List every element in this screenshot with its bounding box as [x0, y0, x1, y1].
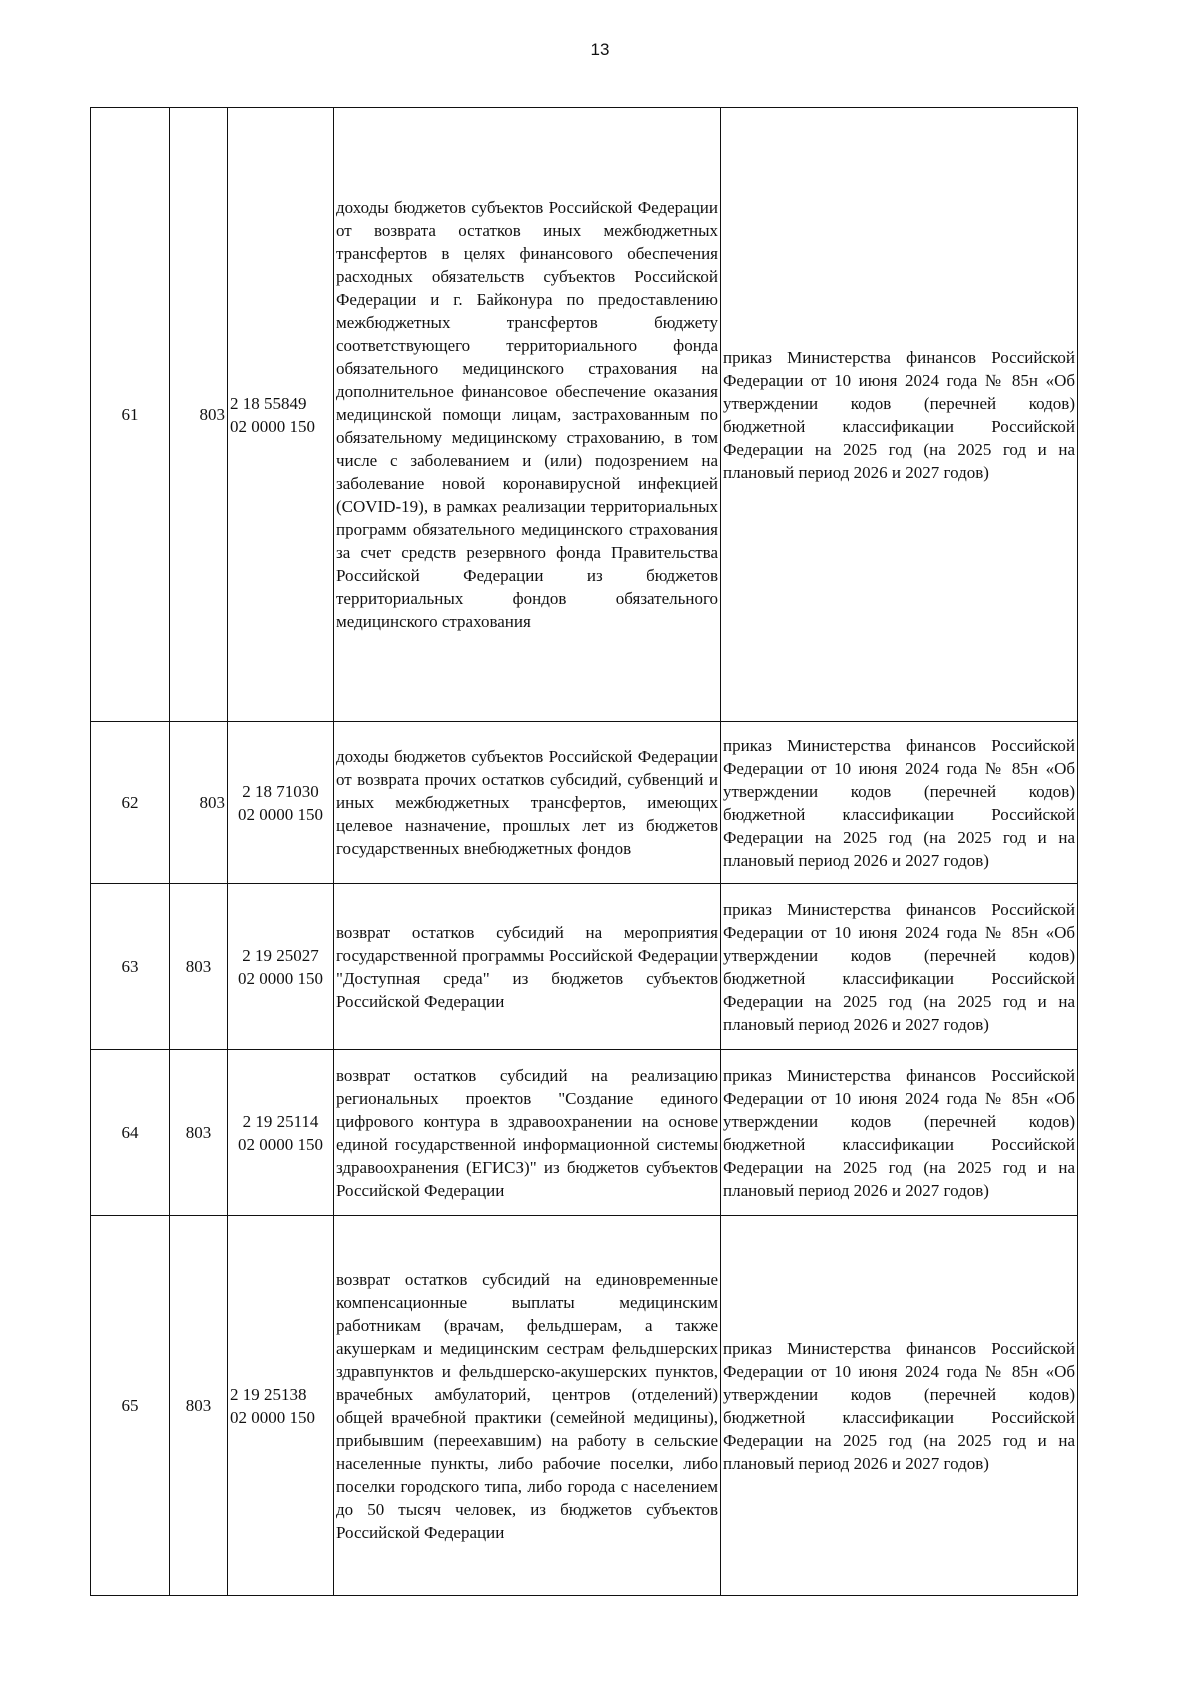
- legal-basis: приказ Министерства финансов Российской Федерации от 10 июня 2024 года № 85н «Об утверждении кодов (перечней кодов) бюджетной классификации Российской Федерации на 2025 год (на 2025 год и на плановый период 2026 и 2027 годов): [721, 1050, 1078, 1216]
- row-number: 65: [91, 1216, 170, 1596]
- administrator-code: 803: [170, 108, 228, 722]
- table-row: [91, 1050, 1078, 1216]
- budget-code: [228, 1050, 334, 1216]
- administrator-code: 803: [170, 1216, 228, 1596]
- budget-code: [228, 1216, 334, 1596]
- budget-code: [228, 884, 334, 1050]
- row-number: 61: [91, 108, 170, 722]
- budget-code-part-2: 02 0000 150: [230, 1407, 315, 1427]
- budget-code-part-1: 2 19 25027: [242, 945, 319, 965]
- budget-code-part-2: 02 0000 150: [238, 1134, 323, 1154]
- administrator-code: 803: [170, 722, 228, 884]
- row-number: 63: [91, 884, 170, 1050]
- budget-code: [228, 108, 334, 722]
- revenue-description: возврат остатков субсидий на реализацию региональных проектов "Создание единого цифрового контура в здравоохранении на основе единой государственной информационной системы здравоохранения (ЕГИСЗ)" из бюджетов субъектов Российской Федерации: [334, 1050, 721, 1216]
- table-row: [91, 884, 1078, 1050]
- budget-code-part-1: 2 18 55849: [230, 393, 307, 413]
- row-number: 62: [91, 722, 170, 884]
- legal-basis: приказ Министерства финансов Российской Федерации от 10 июня 2024 года № 85н «Об утверждении кодов (перечней кодов) бюджетной классификации Российской Федерации на 2025 год (на 2025 год и на плановый период 2026 и 2027 годов): [721, 722, 1078, 884]
- administrator-code: 803: [170, 884, 228, 1050]
- budget-classification-table: [90, 107, 1078, 1596]
- table-row: [91, 722, 1078, 884]
- table-row: [91, 108, 1078, 722]
- budget-code-part-2: 02 0000 150: [238, 968, 323, 988]
- table-row: [91, 1216, 1078, 1596]
- revenue-description: доходы бюджетов субъектов Российской Федерации от возврата прочих остатков субсидий, субвенций и иных межбюджетных трансфертов, имеющих целевое назначение, прошлых лет из бюджетов государственных внебюджетных фондов: [334, 722, 721, 884]
- row-number: 64: [91, 1050, 170, 1216]
- page-number: 13: [590, 40, 610, 59]
- revenue-description: доходы бюджетов субъектов Российской Федерации от возврата остатков иных межбюджетных трансфертов в целях финансового обеспечения расходных обязательств субъектов Российской Федерации и г. Байконура по предоставлению межбюджетных трансфертов бюджету соответствующего территориального фонда обязательного медицинского страхования на дополнительное финансовое обеспечение оказания медицинской помощи лицам, застрахованным по обязательному медицинскому страхованию, в том числе с заболеванием и (или) подозрением на заболевание новой коронавирусной инфекцией (COVID-19), в рамках реализации территориальных программ обязательного медицинского страхования за счет средств резервного фонда Правительства Российской Федерации из бюджетов территориальных фондов обязательного медицинского страхования: [334, 108, 721, 722]
- budget-code: [228, 722, 334, 884]
- revenue-description: возврат остатков субсидий на мероприятия государственной программы Российской Федерации "Доступная среда" из бюджетов субъектов Российской Федерации: [334, 884, 721, 1050]
- legal-basis: приказ Министерства финансов Российской Федерации от 10 июня 2024 года № 85н «Об утверждении кодов (перечней кодов) бюджетной классификации Российской Федерации на 2025 год (на 2025 год и на плановый период 2026 и 2027 годов): [721, 884, 1078, 1050]
- budget-code-part-1: 2 19 25138: [230, 1384, 307, 1404]
- revenue-description: возврат остатков субсидий на единовременные компенсационные выплаты медицинским работникам (врачам, фельдшерам, а также акушеркам и медицинским сестрам фельдшерских здравпунктов и фельдшерско-акушерских пунктов, врачебных амбулаторий, центров (отделений) общей врачебной практики (семейной медицины), прибывшим (переехавшим) на работу в сельские населенные пункты, либо рабочие поселки, либо поселки городского типа, либо города с населением до 50 тысяч человек, из бюджетов субъектов Российской Федерации: [334, 1216, 721, 1596]
- budget-code-part-1: 2 18 71030: [242, 781, 319, 801]
- legal-basis: приказ Министерства финансов Российской Федерации от 10 июня 2024 года № 85н «Об утверждении кодов (перечней кодов) бюджетной классификации Российской Федерации на 2025 год (на 2025 год и на плановый период 2026 и 2027 годов): [721, 1216, 1078, 1596]
- legal-basis: приказ Министерства финансов Российской Федерации от 10 июня 2024 года № 85н «Об утверждении кодов (перечней кодов) бюджетной классификации Российской Федерации на 2025 год (на 2025 год и на плановый период 2026 и 2027 годов): [721, 108, 1078, 722]
- budget-code-part-2: 02 0000 150: [238, 804, 323, 824]
- administrator-code: 803: [170, 1050, 228, 1216]
- budget-code-part-1: 2 19 25114: [242, 1111, 319, 1131]
- budget-code-part-2: 02 0000 150: [230, 416, 315, 436]
